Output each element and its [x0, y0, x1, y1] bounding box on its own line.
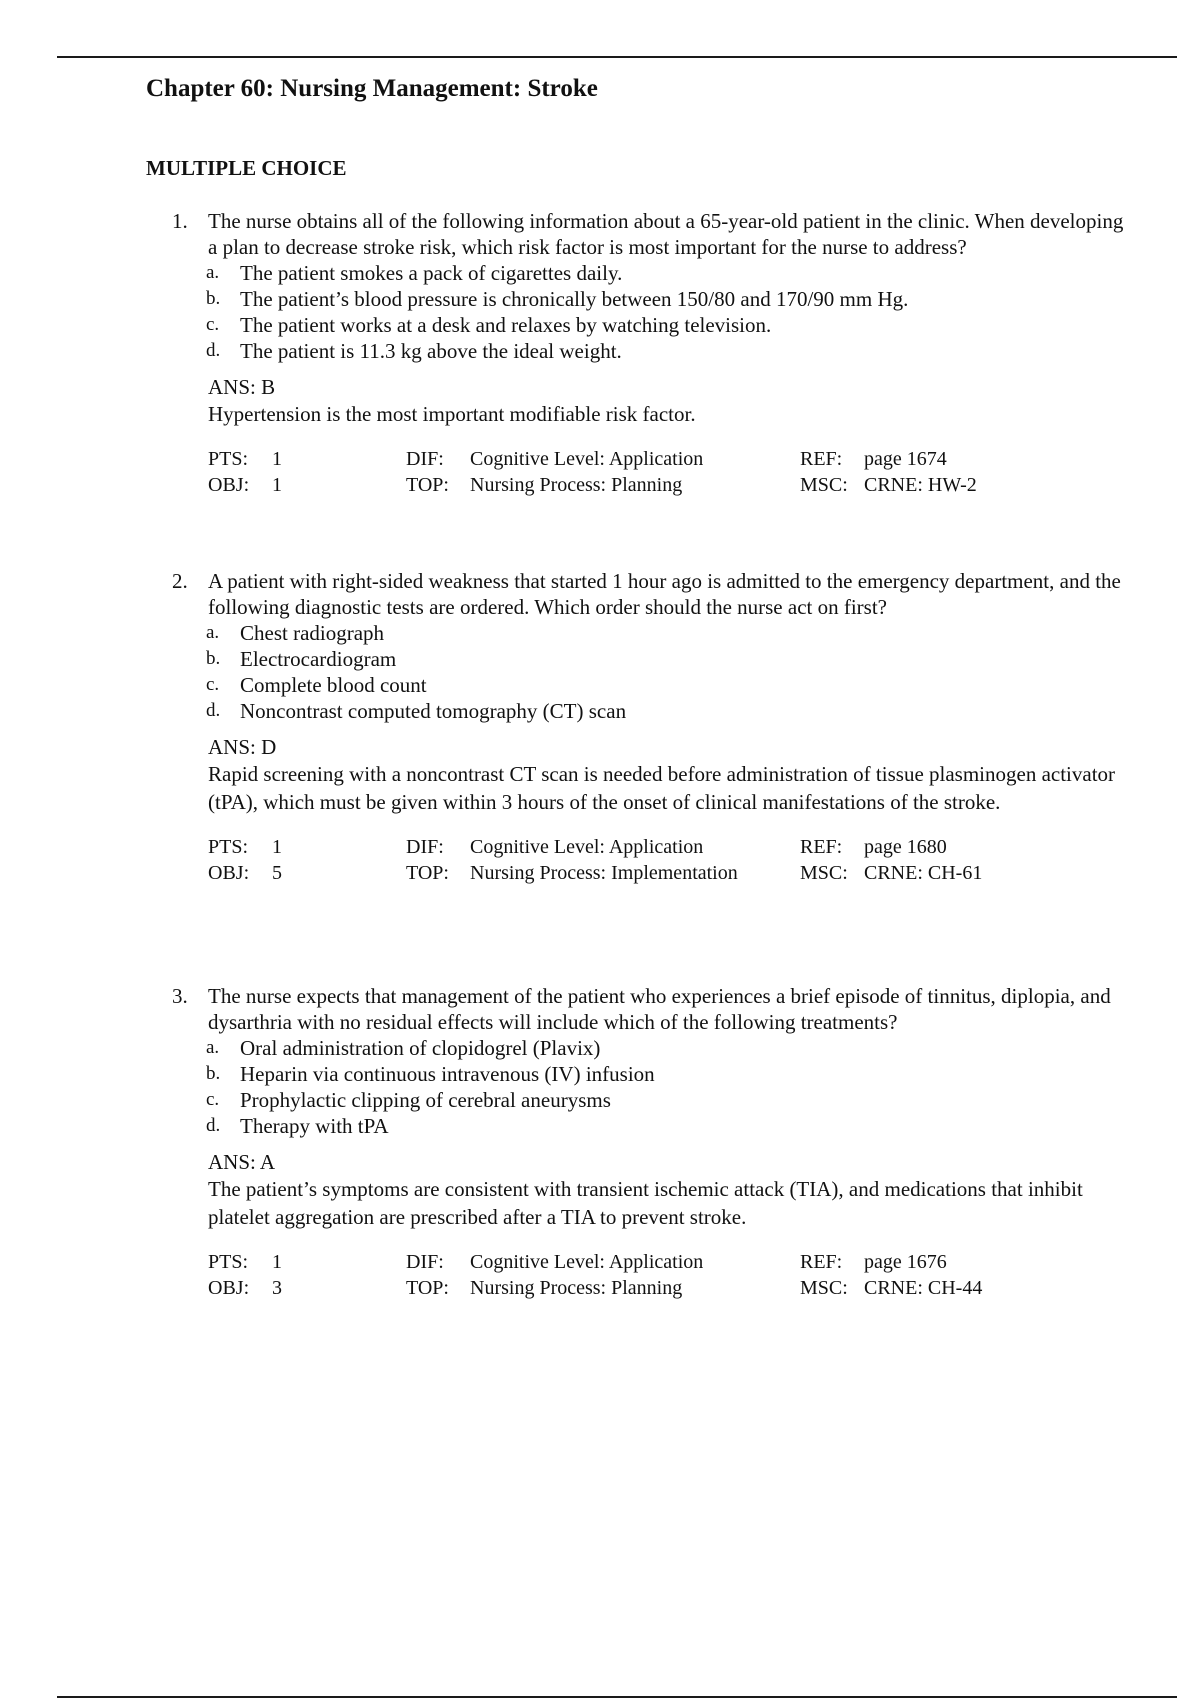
- ref-field: REF: page 1680: [800, 836, 947, 858]
- choice-b: [146, 1061, 1126, 1087]
- choice-text: Complete blood count: [240, 673, 427, 697]
- question-metadata: [208, 1249, 1126, 1301]
- choice-letter: b.: [206, 1063, 221, 1084]
- top-rule: [57, 56, 1177, 58]
- choice-text: Chest radiograph: [240, 621, 385, 645]
- answer-choices: [146, 1035, 1126, 1139]
- ref-field: REF: page 1676: [800, 1251, 947, 1273]
- choice-letter: d.: [206, 1115, 221, 1136]
- choice-letter: c.: [206, 1089, 220, 1110]
- question-metadata: [208, 834, 1126, 886]
- question-text: The nurse obtains all of the following information about a 65-year-old patient in the clinic. When developing a plan to decrease stroke risk, which risk factor is most important for the nurse to address?: [208, 209, 1124, 259]
- choice-text: The patient’s blood pressure is chronically between 150/80 and 170/90 mm Hg.: [240, 287, 909, 311]
- rationale: The patient’s symptoms are consistent with transient ischemic attack (TIA), and medications that inhibit platelet aggregation are prescribed after a TIA to prevent stroke.: [208, 1177, 1083, 1229]
- top-field: TOP: Nursing Process: Planning: [406, 474, 683, 496]
- choice-b: [146, 286, 1126, 312]
- rationale: Rapid screening with a noncontrast CT scan is needed before administration of tissue plasminogen activator (tPA), which must be given within 3 hours of the onset of clinical manifestations of the stroke.: [208, 762, 1116, 814]
- pts-field: PTS: 1: [208, 448, 282, 470]
- answer-choices: [146, 260, 1126, 364]
- question-number: 3.: [172, 984, 188, 1008]
- top-field: TOP: Nursing Process: Implementation: [406, 862, 738, 884]
- question-stem: [146, 208, 1126, 260]
- choice-c: [146, 1087, 1126, 1113]
- ref-field: REF: page 1674: [800, 448, 947, 470]
- msc-field: MSC: CRNE: CH-44: [800, 1277, 983, 1299]
- choice-d: [146, 698, 1126, 724]
- question-number: 2.: [172, 569, 188, 593]
- choice-letter: a.: [206, 1037, 220, 1058]
- section-title: MULTIPLE CHOICE: [146, 156, 347, 180]
- question-text: The nurse expects that management of the patient who experiences a brief episode of tinnitus, diplopia, and dysarthria with no residual effects will include which of the following treatments?: [208, 984, 1111, 1034]
- choice-text: The patient smokes a pack of cigarettes daily.: [240, 261, 623, 285]
- choice-letter: c.: [206, 314, 220, 335]
- choice-text: Electrocardiogram: [240, 647, 397, 671]
- answer-block: [146, 374, 1126, 428]
- choice-text: Heparin via continuous intravenous (IV) infusion: [240, 1062, 655, 1086]
- obj-field: OBJ: 5: [208, 862, 282, 884]
- top-field: TOP: Nursing Process: Planning: [406, 1277, 683, 1299]
- dif-field: DIF: Cognitive Level: Application: [406, 836, 704, 858]
- answer-key: ANS: B: [208, 375, 276, 399]
- answer-key: ANS: A: [208, 1150, 276, 1174]
- answer-choices: [146, 620, 1126, 724]
- bottom-rule: [57, 1696, 1177, 1698]
- choice-text: Oral administration of clopidogrel (Plavix): [240, 1036, 601, 1060]
- dif-field: DIF: Cognitive Level: Application: [406, 1251, 704, 1273]
- choice-letter: b.: [206, 648, 221, 669]
- choice-text: The patient is 11.3 kg above the ideal weight.: [240, 339, 622, 363]
- chapter-title: Chapter 60: Nursing Management: Stroke: [146, 75, 598, 102]
- question-number: 1.: [172, 209, 188, 233]
- obj-field: OBJ: 3: [208, 1277, 282, 1299]
- choice-c: [146, 672, 1126, 698]
- answer-block: [146, 734, 1126, 816]
- choice-a: [146, 260, 1126, 286]
- question-2: [146, 568, 1126, 886]
- choice-letter: d.: [206, 340, 221, 361]
- choice-a: [146, 1035, 1126, 1061]
- choice-letter: c.: [206, 674, 220, 695]
- question-1: [146, 208, 1126, 498]
- choice-d: [146, 1113, 1126, 1139]
- answer-key: ANS: D: [208, 735, 277, 759]
- question-stem: [146, 568, 1126, 620]
- choice-c: [146, 312, 1126, 338]
- msc-field: MSC: CRNE: HW-2: [800, 474, 977, 496]
- question-stem: [146, 983, 1126, 1035]
- dif-field: DIF: Cognitive Level: Application: [406, 448, 704, 470]
- pts-field: PTS: 1: [208, 1251, 282, 1273]
- answer-block: [146, 1149, 1126, 1231]
- question-metadata: [208, 446, 1126, 498]
- choice-letter: a.: [206, 622, 220, 643]
- question-3: [146, 983, 1126, 1301]
- obj-field: OBJ: 1: [208, 474, 282, 496]
- choice-b: [146, 646, 1126, 672]
- choice-letter: b.: [206, 288, 221, 309]
- choice-d: [146, 338, 1126, 364]
- choice-letter: a.: [206, 262, 220, 283]
- choice-a: [146, 620, 1126, 646]
- choice-text: Prophylactic clipping of cerebral aneurysms: [240, 1088, 611, 1112]
- rationale: Hypertension is the most important modifiable risk factor.: [208, 402, 696, 426]
- question-text: A patient with right-sided weakness that started 1 hour ago is admitted to the emergency department, and the following diagnostic tests are ordered. Which order should the nurse act on first?: [208, 569, 1121, 619]
- msc-field: MSC: CRNE: CH-61: [800, 862, 983, 884]
- choice-text: The patient works at a desk and relaxes by watching television.: [240, 313, 772, 337]
- choice-letter: d.: [206, 700, 221, 721]
- pts-field: PTS: 1: [208, 836, 282, 858]
- choice-text: Therapy with tPA: [240, 1114, 389, 1138]
- choice-text: Noncontrast computed tomography (CT) scan: [240, 699, 627, 723]
